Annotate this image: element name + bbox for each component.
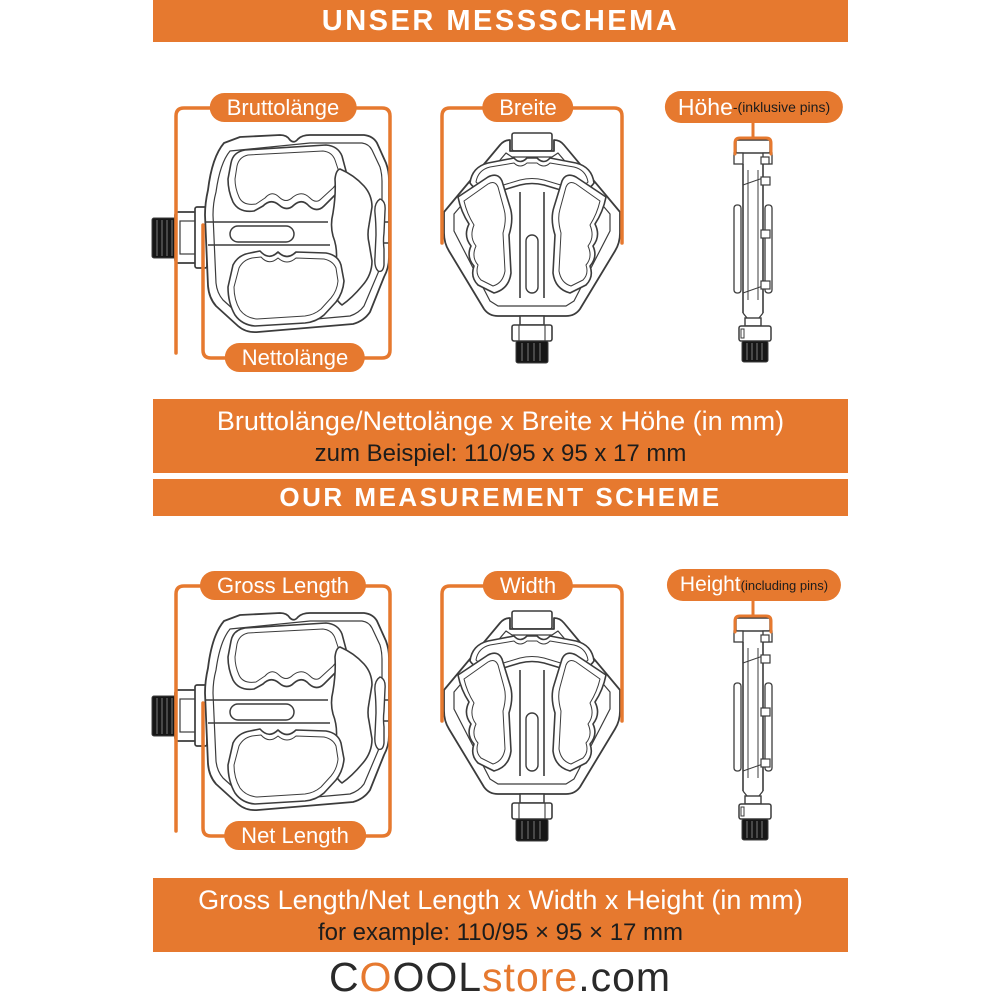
- diagram-english-side-view: [655, 563, 855, 868]
- pedal-side-view-drawing: [655, 85, 855, 390]
- store-logo: [0, 954, 1000, 1000]
- label-hoehe-text: Höhe: [677, 93, 733, 120]
- german-formula: Bruttolänge/Nettolänge x Breite x Höhe (in mm): [216, 406, 785, 436]
- logo-part-store: store: [482, 953, 579, 1000]
- label-height-text: Height: [679, 573, 741, 596]
- label-net-length-text: Net Length: [241, 822, 349, 848]
- label-nettolaenge: [225, 343, 365, 372]
- german-example: zum Beispiel: 110/95 x 95 x 17 mm: [314, 440, 687, 467]
- english-formula: Gross Length/Net Length x Width x Height (in mm): [198, 885, 803, 915]
- middle-banner-title: OUR MEASUREMENT SCHEME: [279, 482, 722, 512]
- top-banner: [153, 0, 848, 42]
- label-hoehe: [665, 91, 843, 123]
- diagram-german-front-view: [432, 85, 632, 390]
- label-breite-text: Breite: [499, 94, 557, 120]
- top-banner-title: UNSER MESSSCHEMA: [321, 4, 680, 37]
- diagram-english-front-view: [432, 563, 632, 868]
- pedal-front-view-drawing: [432, 85, 632, 390]
- logo-part-c: C: [328, 953, 360, 1000]
- label-nettolaenge-text: Nettolänge: [241, 344, 349, 370]
- label-net-length: [224, 821, 366, 850]
- middle-banner: [153, 479, 848, 516]
- label-height-note: (including pins): [740, 577, 829, 593]
- english-formula-box: [153, 878, 848, 952]
- german-formula-box: [153, 399, 848, 473]
- logo-part-dotcom: .com: [578, 953, 672, 1000]
- diagram-german-side-view: [655, 85, 855, 390]
- label-gross-length: [200, 571, 366, 600]
- label-height: [667, 569, 841, 601]
- logo-part-ool: OOL: [392, 953, 483, 1000]
- label-hoehe-note: -(inklusive pins): [732, 99, 831, 115]
- logo-part-o: O: [359, 953, 393, 1000]
- label-breite: [482, 93, 573, 122]
- label-bruttolaenge: [210, 93, 357, 122]
- diagram-german-top-view: [140, 85, 420, 390]
- label-width: [483, 571, 573, 600]
- english-example: for example: 110/95 × 95 × 17 mm: [317, 919, 684, 946]
- label-bruttolaenge-text: Bruttolänge: [226, 94, 340, 120]
- pedal-side-view-drawing: [655, 563, 855, 868]
- diagram-english-top-view: [140, 563, 420, 868]
- label-gross-length-text: Gross Length: [216, 572, 350, 598]
- pedal-front-view-drawing: [432, 563, 632, 868]
- label-width-text: Width: [499, 572, 557, 598]
